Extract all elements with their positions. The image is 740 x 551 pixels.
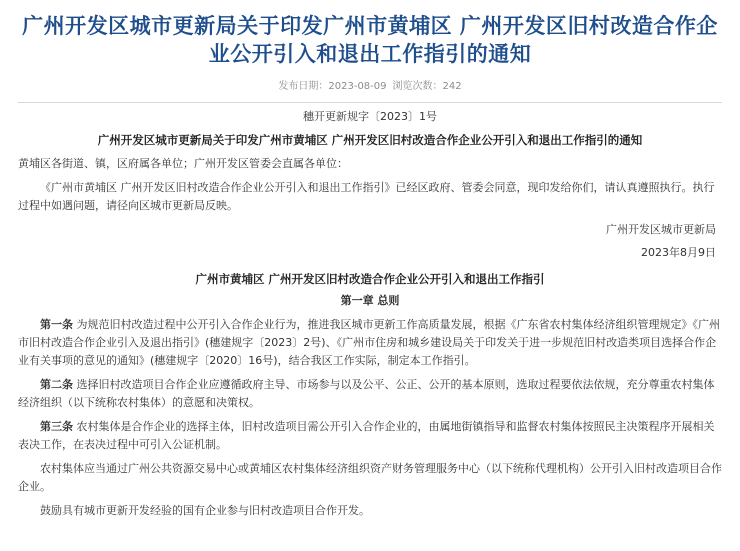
chapter-heading: 第一章 总则: [340, 294, 400, 307]
article-text: 选择旧村改造项目合作企业应遵循政府主导、市场参与以及公平、公正、公开的基本原则，选取过程要依法依规，充分尊重农村集体经济组织（以下统称农村集体）的意愿和决策权。: [18, 378, 715, 409]
article-meta: [18, 80, 722, 94]
article-1: [18, 316, 722, 370]
article-3: [18, 418, 722, 454]
document-addressee: 黄埔区各街道、镇，区府属各单位；广州开发区管委会直属各单位：: [18, 157, 348, 170]
article-label: 第三条: [40, 420, 73, 433]
paragraph-agency: 农村集体应当通过广州公共资源交易中心或黄埔区农村集体经济组织资产财务管理服务中心（以下统称代理机构）公开引入旧村改造项目合作企业。: [18, 462, 722, 493]
article-label: 第一条: [40, 318, 73, 331]
guide-title: 广州市黄埔区 广州开发区旧村改造合作企业公开引入和退出工作指引: [195, 272, 545, 286]
article-text: 农村集体是合作企业的选择主体，旧村改造项目需公开引入合作企业的，由属地街镇指导和监督农村集体按照民主决策程序开展相关表决工作，在表决过程中可引入公证机制。: [18, 420, 715, 451]
article-2: [18, 376, 722, 412]
view-count: 242: [442, 81, 462, 92]
document-title: 广州开发区城市更新局关于印发广州市黄埔区 广州开发区旧村改造合作企业公开引入和退出工作指引的通知: [97, 133, 643, 147]
publish-date-label: 发布日期：: [278, 81, 329, 92]
article-text: 为规范旧村改造过程中公开引入合作企业行为，推进我区城市更新工作高质量发展，根据《广东省农村集体经济组织管理规定》《广州市旧村改造合作企业引入及退出指引》(穗建规字〔2023〕2号)、《广州市住房和城乡建设局关于印发关于进一步规范旧村改造类项目选择合作企业有关事项的意见的通知》(穗建规字〔2020〕16号)，结合我区工作实际，制定本工作指引。: [18, 318, 720, 367]
view-count-label: 浏览次数：: [392, 81, 443, 92]
publish-date: 2023-08-09: [328, 81, 387, 92]
signature-date: 2023年8月9日: [641, 246, 716, 259]
document-body: 《广州市黄埔区 广州开发区旧村改造合作企业公开引入和退出工作指引》已经区政府、管委会同意，现印发给你们，请认真遵照执行。执行过程中如遇问题，请径向区城市更新局反映。: [18, 181, 715, 212]
page-title: 广州开发区城市更新局关于印发广州市黄埔区 广州开发区旧村改造合作企业公开引入和退出工作指引的通知: [22, 14, 718, 66]
divider: [18, 102, 722, 103]
signature-org: 广州开发区城市更新局: [606, 223, 716, 236]
article-label: 第二条: [40, 378, 73, 391]
document-number: 穗开更新规字〔2023〕1号: [303, 110, 437, 123]
paragraph-encourage: 鼓励具有城市更新开发经验的国有企业参与旧村改造项目合作开发。: [40, 504, 370, 517]
